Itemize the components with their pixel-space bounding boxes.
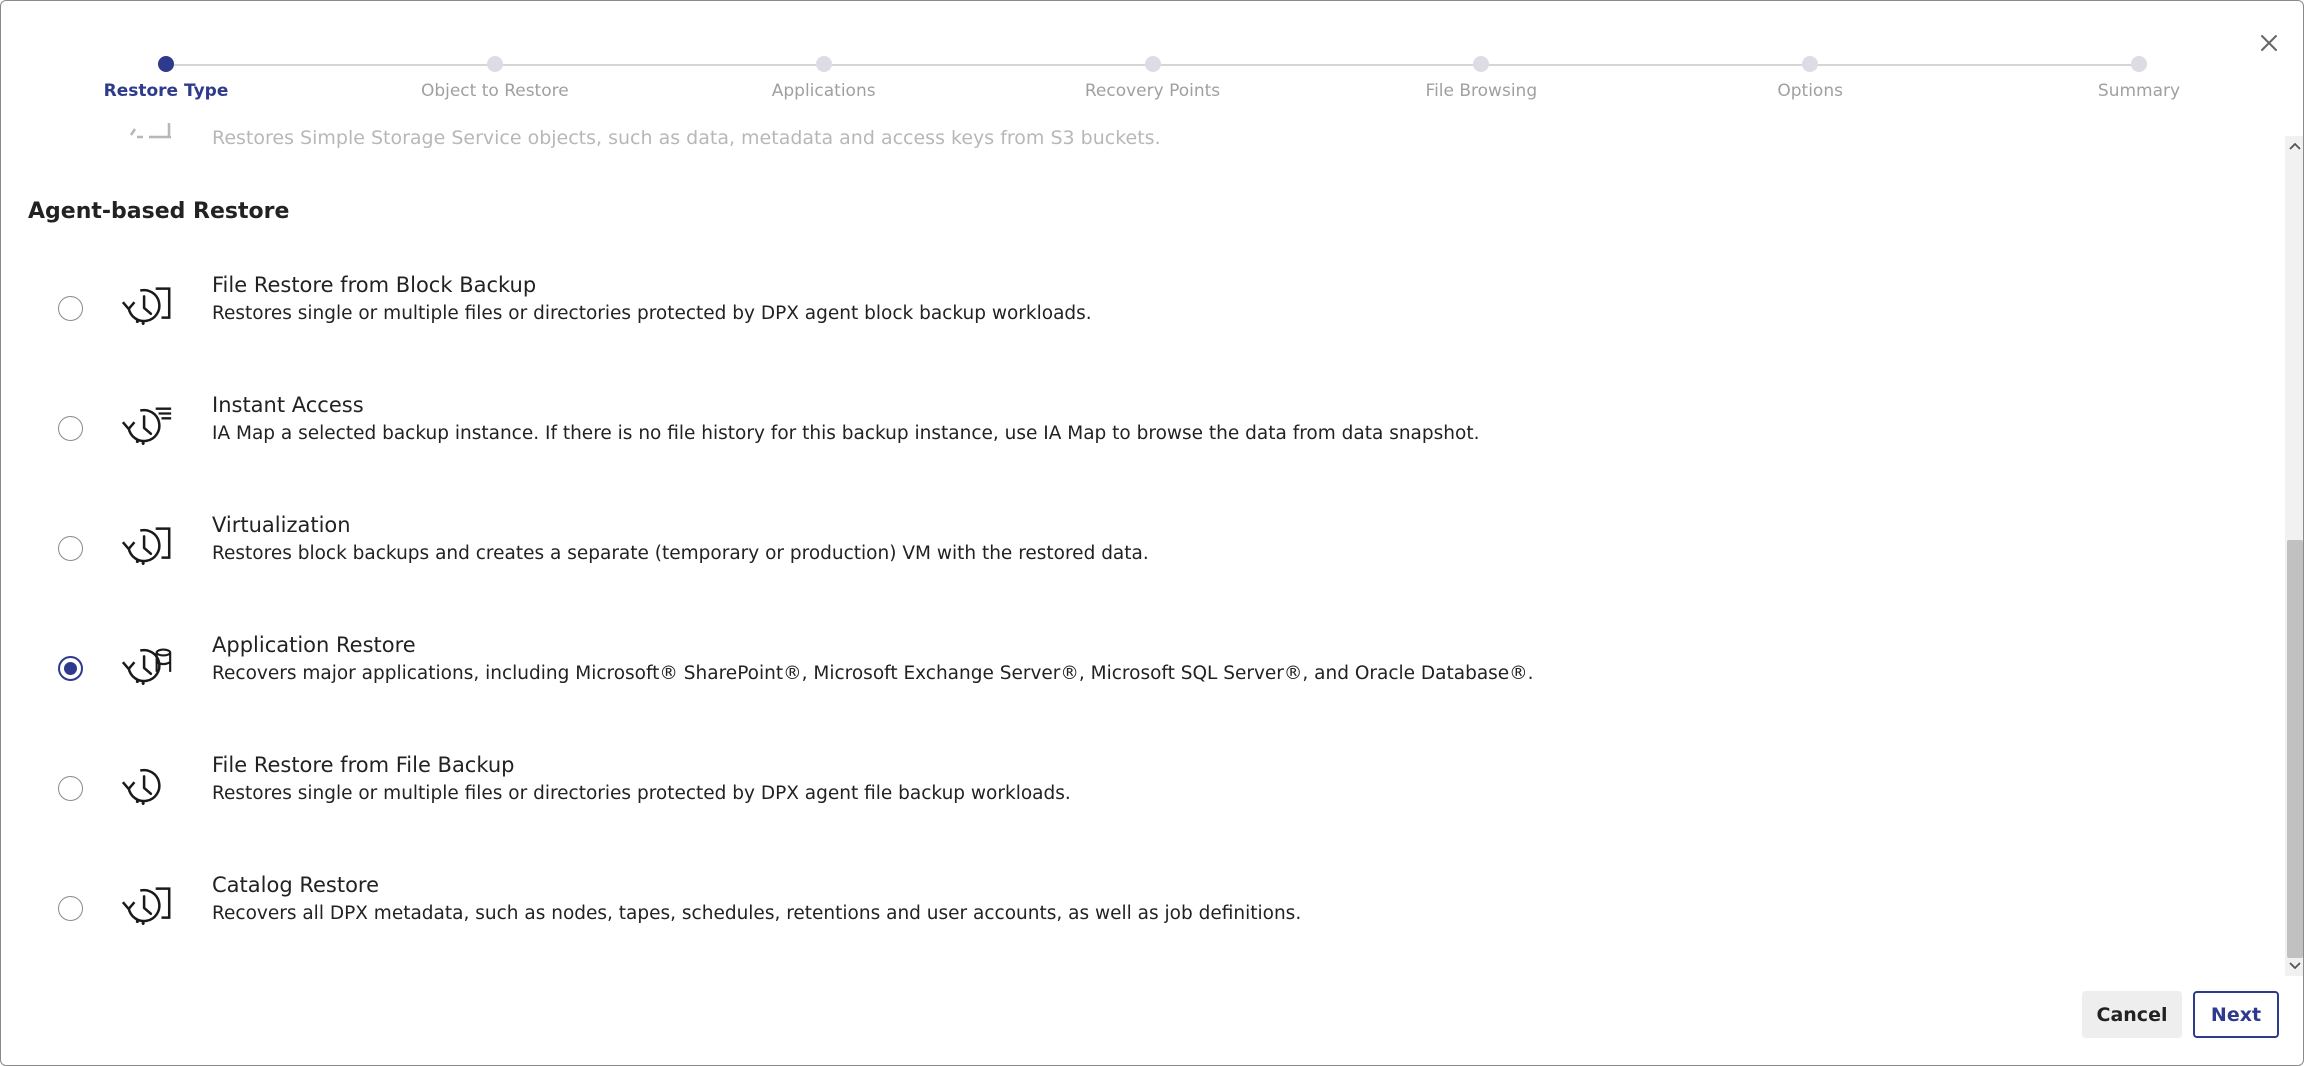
- option-radio[interactable]: [58, 536, 83, 561]
- file-backup-restore-icon: [119, 759, 175, 815]
- step-label: Object to Restore: [420, 81, 569, 101]
- option-radio[interactable]: [58, 416, 83, 441]
- step-dot: [2131, 56, 2147, 72]
- scroll-down-button[interactable]: [2285, 958, 2304, 974]
- cancel-button[interactable]: Cancel: [2082, 991, 2182, 1038]
- restore-option-application-restore[interactable]: [1, 633, 2285, 741]
- block-backup-restore-icon: [119, 279, 175, 335]
- instant-access-restore-icon: [119, 399, 175, 455]
- catalog-restore-icon: [119, 879, 175, 935]
- step-options: [1690, 56, 1930, 101]
- chevron-up-icon: [2289, 142, 2301, 150]
- wizard-stepper: [1, 1, 2304, 121]
- scroll-up-button[interactable]: [2285, 138, 2304, 154]
- option-title: Virtualization: [212, 513, 351, 537]
- step-label: Applications: [771, 81, 876, 101]
- step-file-browsing: [1361, 56, 1601, 101]
- option-radio[interactable]: [58, 896, 83, 921]
- option-description: Restores single or multiple files or directories protected by DPX agent file backup workloads.: [212, 783, 1071, 804]
- restore-type-list: [1, 121, 2285, 976]
- restore-option-instant-access[interactable]: [1, 393, 2285, 501]
- option-title: File Restore from Block Backup: [212, 273, 537, 297]
- step-dot: [487, 56, 503, 72]
- scrollbar-thumb[interactable]: [2287, 540, 2303, 958]
- step-applications: [704, 56, 944, 101]
- option-title: Catalog Restore: [212, 873, 380, 897]
- restore-option-catalog-restore[interactable]: [1, 873, 2285, 976]
- option-title: File Restore from File Backup: [212, 753, 515, 777]
- step-object-to-restore: [375, 56, 615, 101]
- option-description: Restores block backups and creates a separate (temporary or production) VM with the restored data.: [212, 543, 1149, 564]
- step-dot: [1145, 56, 1161, 72]
- step-restore-type: [46, 56, 286, 101]
- option-description: IA Map a selected backup instance. If there is no file history for this backup instance, use IA Map to browse the data from data snapshot.: [212, 423, 1480, 444]
- step-recovery-points: [1033, 56, 1273, 101]
- section-title: Agent-based Restore: [28, 199, 290, 224]
- restore-option-file-restore-from-file-backup[interactable]: [1, 753, 2285, 861]
- step-dot: [1473, 56, 1489, 72]
- option-description: Recovers major applications, including Microsoft® SharePoint®, Microsoft Exchange Server®, Microsoft SQL Server®, and Oracle Database®.: [212, 663, 1534, 684]
- option-title: Application Restore: [212, 633, 416, 657]
- step-label: File Browsing: [1425, 81, 1538, 101]
- content-scrollbar[interactable]: [2285, 136, 2304, 976]
- virtualization-restore-icon: [119, 519, 175, 575]
- restore-option-virtualization[interactable]: [1, 513, 2285, 621]
- application-restore-icon: [119, 639, 175, 695]
- step-label: Options: [1777, 81, 1843, 101]
- s3-restore-description: Restores Simple Storage Service objects, such as data, metadata and access keys from S3 buckets.: [212, 127, 1161, 149]
- next-button[interactable]: Next: [2193, 991, 2279, 1038]
- option-description: Restores single or multiple files or directories protected by DPX agent block backup workloads.: [212, 303, 1092, 324]
- option-description: Recovers all DPX metadata, such as nodes, tapes, schedules, retentions and user accounts, as well as job definitions.: [212, 903, 1302, 924]
- restore-option-file-restore-from-block-backup[interactable]: [1, 273, 2285, 381]
- step-label: Recovery Points: [1084, 81, 1221, 101]
- s3-restore-option-partial: [1, 121, 2285, 149]
- step-dot: [158, 56, 174, 72]
- step-dot: [1802, 56, 1818, 72]
- option-radio[interactable]: [58, 656, 83, 681]
- step-summary: [2019, 56, 2259, 101]
- option-radio[interactable]: [58, 296, 83, 321]
- step-label: Summary: [2097, 81, 2181, 101]
- option-title: Instant Access: [212, 393, 364, 417]
- s3-restore-icon: [127, 121, 177, 143]
- chevron-down-icon: [2289, 962, 2301, 970]
- option-radio[interactable]: [58, 776, 83, 801]
- step-dot: [816, 56, 832, 72]
- step-label: Restore Type: [103, 81, 229, 101]
